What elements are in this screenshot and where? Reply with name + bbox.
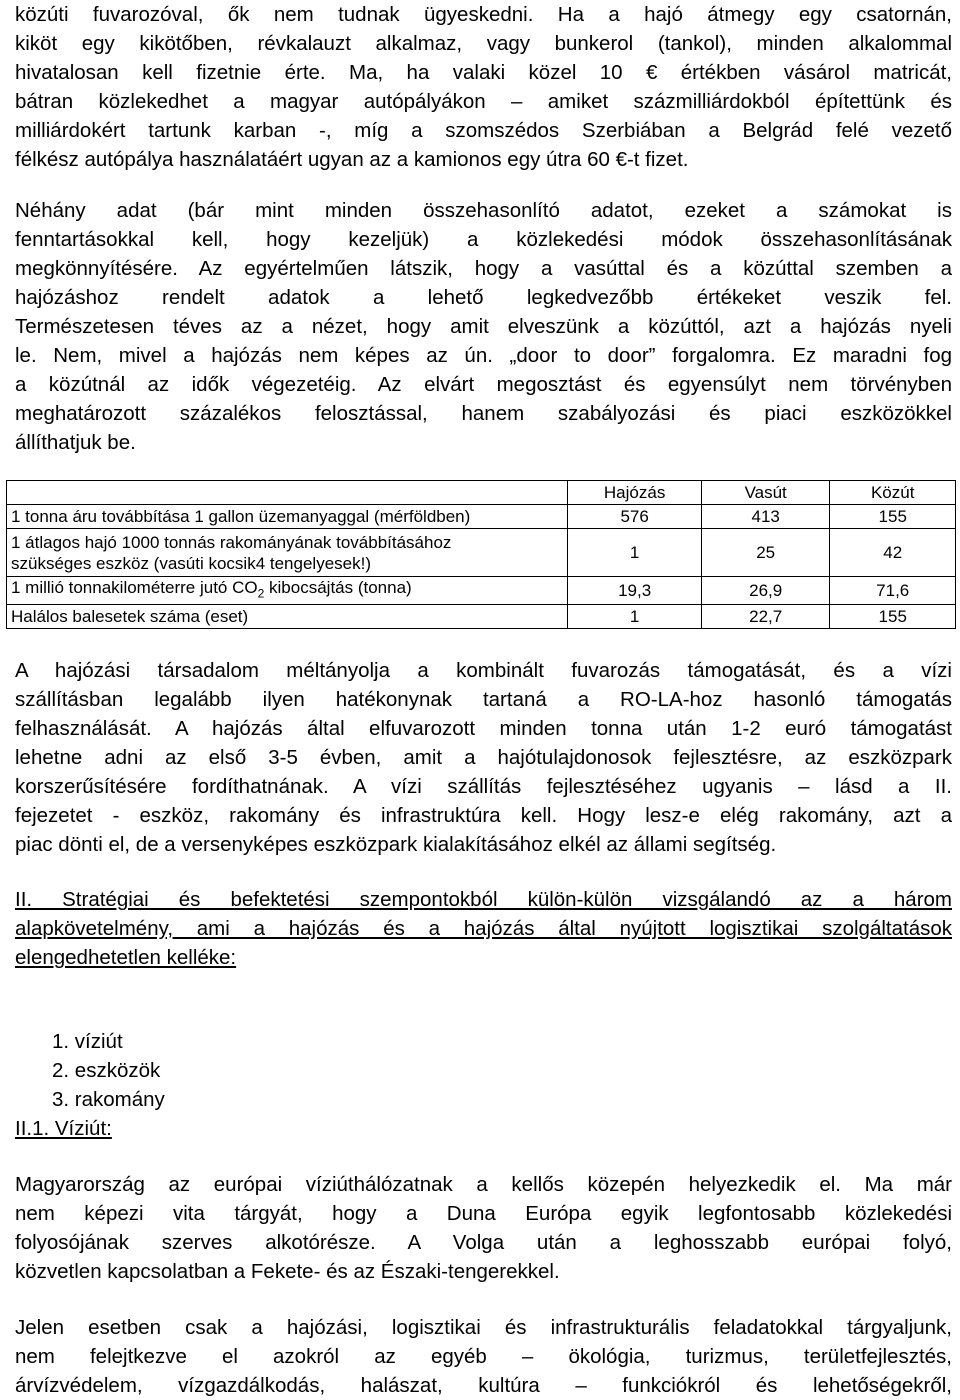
requirements-list: [52, 1027, 165, 1114]
table-row: [7, 577, 956, 605]
paragraph-danube: [15, 1170, 952, 1286]
paragraph-scope: [15, 1313, 952, 1400]
table-row: [7, 529, 956, 577]
table-cell: 42: [830, 529, 956, 577]
table-row-label: [7, 529, 568, 577]
heading-line: elengedhetetlen kelléke:: [15, 946, 237, 969]
text-line: milliárdokért tartunk karban -, míg a szomszédos Szerbiában a Belgrád felé vezető: [15, 119, 952, 142]
text-line: hivatalosan kell fizetnie érte. Ma, ha valaki közel 10 € értékben vásárol matricát,: [15, 61, 952, 84]
table-header-empty: [7, 481, 568, 505]
paragraph-road-transport: [15, 0, 952, 174]
text-line: meghatározott százalékos felosztással, hanem szabályozási és piaci eszközökkel: [15, 402, 952, 425]
text-line: kiköt egy kikötőben, révkalauzt alkalmaz, vagy bunkerol (tankol), minden alkalommal: [15, 32, 952, 55]
text-line: felhasználását. A hajózás által elfuvarozott minden tonna után 1-2 euró támogatást: [15, 717, 952, 740]
heading-line: II. Stratégiai és befektetési szempontokból külön-külön vizsgálandó az a három: [15, 888, 952, 911]
text-line: nem képezi vita tárgyát, hogy a Duna Európa egyik legfontosabb közlekedési: [15, 1202, 952, 1225]
paragraph-support: [15, 656, 952, 859]
text-line: korszerűsítésére fordíthatnának. A vízi szállítás fejlesztéséhez ugyanis – lásd a II.: [15, 775, 952, 798]
paragraph-comparison: [15, 196, 952, 457]
text-line: Természetesen téves az a nézet, hogy amit elveszünk a közúttól, azt a hajózás nyeli: [15, 315, 952, 338]
table-row-label: Halálos balesetek száma (eset): [7, 605, 568, 629]
text-line: közúti fuvarozóval, ők nem tudnak ügyeskedni. Ha a hajó átmegy egy csatornán,: [15, 3, 952, 26]
text-line: folyosójának szerves alkotórésze. A Volga után a leghosszabb európai folyó,: [15, 1231, 952, 1254]
text-line: árvízvédelem, vízgazdálkodás, halászat, kultúra – funkciókról és lehetőségekről,: [15, 1374, 952, 1397]
table-cell: 1: [568, 529, 702, 577]
table-header-road: Közút: [830, 481, 956, 505]
table-row-label-line: 1 átlagos hajó 1000 tonnás rakományának továbbításához: [11, 532, 452, 552]
text-line: a közútnál az idők végezetéig. Az elvárt megosztást és egyensúlyt nem törvényben: [15, 373, 952, 396]
table-row: [7, 605, 956, 629]
subsection-heading: II.1. Víziút:: [15, 1117, 112, 1140]
co2-label-prefix: 1 millió tonnakilométerre jutó CO: [11, 578, 258, 597]
table-cell: 71,6: [830, 577, 956, 605]
table-header-shipping: Hajózás: [568, 481, 702, 505]
table-cell: 155: [830, 505, 956, 529]
text-line: Néhány adat (bár mint minden összehasonlító adatot, ezeket a számokat is: [15, 199, 952, 222]
text-line: lehetne adni az első 3-5 évben, amit a hajótulajdonosok fejlesztésre, az eszközpark: [15, 746, 952, 769]
table-header-rail: Vasút: [701, 481, 830, 505]
table-cell: 413: [701, 505, 830, 529]
text-line: hajózáshoz rendelt adatok a lehető legkedvezőbb értékeket veszik fel.: [15, 286, 952, 309]
table-cell: 1: [568, 605, 702, 629]
table-header-row: [7, 481, 956, 505]
list-item: 3. rakomány: [52, 1088, 165, 1111]
transport-comparison-table: [6, 480, 956, 629]
table-row-label: 1 tonna áru továbbítása 1 gallon üzemanyaggal (mérföldben): [7, 505, 568, 529]
text-line: Magyarország az európai víziúthálózatnak a kellős közepén helyezkedik el. Ma már: [15, 1173, 952, 1196]
list-item: 2. eszközök: [52, 1059, 161, 1082]
text-line: Jelen esetben csak a hajózási, logisztikai és infrastrukturális feladatokkal tárgyaljunk,: [15, 1316, 952, 1339]
co2-label-suffix: kibocsájtás (tonna): [264, 578, 412, 597]
text-line: közvetlen kapcsolatban a Fekete- és az Északi-tengerekkel.: [15, 1260, 560, 1283]
text-line: fejezetet - eszköz, rakomány és infrastruktúra kell. Hogy lesz-e elég rakomány, azt a: [15, 804, 952, 827]
table-cell: 22,7: [701, 605, 830, 629]
text-line: le. Nem, mivel a hajózás nem képes az ún. „door to door” forgalomra. Ez maradni fog: [15, 344, 952, 367]
section-heading: [15, 885, 952, 972]
table-cell: 26,9: [701, 577, 830, 605]
table-cell: 19,3: [568, 577, 702, 605]
table-row-label-line: szükséges eszköz (vasúti kocsik4 tengelyesek!): [11, 553, 371, 573]
text-line: piac dönti el, de a versenyképes eszközpark kialakításához elkél az állami segítség.: [15, 833, 777, 856]
list-item: 1. víziút: [52, 1030, 123, 1053]
text-line: szállításban legalább ilyen hatékonynak tartaná a RO-LA-hoz hasonló támogatás: [15, 688, 952, 711]
text-line: állíthatjuk be.: [15, 431, 136, 454]
table-cell: 25: [701, 529, 830, 577]
heading-line: alapkövetelmény, ami a hajózás és a hajózás által nyújtott logisztikai szolgáltatások: [15, 917, 952, 940]
text-line: megkönnyítésére. Az egyértelműen látszik, hogy a vasúttal és a közúttal szemben a: [15, 257, 952, 280]
table-cell: 155: [830, 605, 956, 629]
co2-subscript: 2: [257, 586, 265, 601]
table-row: [7, 505, 956, 529]
table-cell: 576: [568, 505, 702, 529]
text-line: A hajózási társadalom méltányolja a kombinált fuvarozás támogatását, és a vízi: [15, 659, 952, 682]
text-line: nem felejtkezve el azokról az egyéb – ökológia, turizmus, területfejlesztés,: [15, 1345, 952, 1368]
text-line: fenntartásokkal kell, hogy kezeljük) a közlekedési módok összehasonlításának: [15, 228, 952, 251]
table-row-label: [7, 577, 568, 605]
text-line: bátran közlekedhet a magyar autópályákon – amiket százmilliárdokból építettünk és: [15, 90, 952, 113]
text-line: félkész autópálya használatáért ugyan az a kamionos egy útra 60 €-t fizet.: [15, 148, 689, 171]
